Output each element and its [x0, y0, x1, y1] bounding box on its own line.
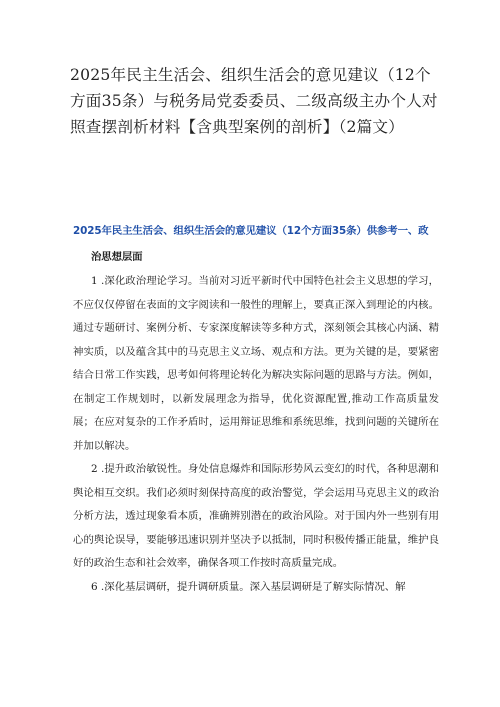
section-heading: [73, 218, 441, 270]
section-heading-line1: 2025年民主生活会、组织生活会的意见建议（12个方面35条）供参考一、政: [73, 225, 429, 237]
paragraph: 2 .提升政治敏锐性。身处信息爆炸和国际形势风云变幻的时代，各种思潮和舆论相互交织。我们必须时刻保持高度的政治警觉，学会运用马克思主义的政治分析方法，透过现象看本质，准确辨别潜在的政治风险。对于国内外一些别有用心的舆论误导，要能够迅速识别并坚决予以抵制，同时积极传播正能量，维护良好的政治生态和社会效率，确保各项工作按时高质量完成。: [73, 463, 439, 569]
paragraph: 6 .深化基层调研，提升调研质量。深入基层调研是了解实际情况、解: [91, 580, 406, 593]
document-title: 2025年民主生活会、组织生活会的意见建议（12个方面35条）与税务局党委委员、二级高级主办个人对照查摆剖析材料【含典型案例的剖析】（2篇文）: [70, 66, 438, 136]
section-heading-line2: 治思想层面: [91, 251, 143, 263]
paragraph: 1 .深化政治理论学习。当前对习近平新时代中国特色社会主义思想的学习，不应仅仅停留在表面的文字阅读和一般性的理解上，要真正深入到理论的内核。通过专题研讨、案例分析、专家深度解读等多种方式，深刻领会其核心内涵、精神实质，以及蕴含其中的马克思主义立场、观点和方法。更为关键的是，要紧密结合日常工作实践，思考如何将理论转化为解决实际问题的思路与方法。例如，在制定工作规划时，以新发展理念为指导，优化资源配置,推动工作高质量发展；在应对复杂的工作矛盾时，运用辩证思维和系统思维，找到问题的关键所在并加以解决。: [73, 275, 439, 452]
document-body: [73, 270, 439, 599]
